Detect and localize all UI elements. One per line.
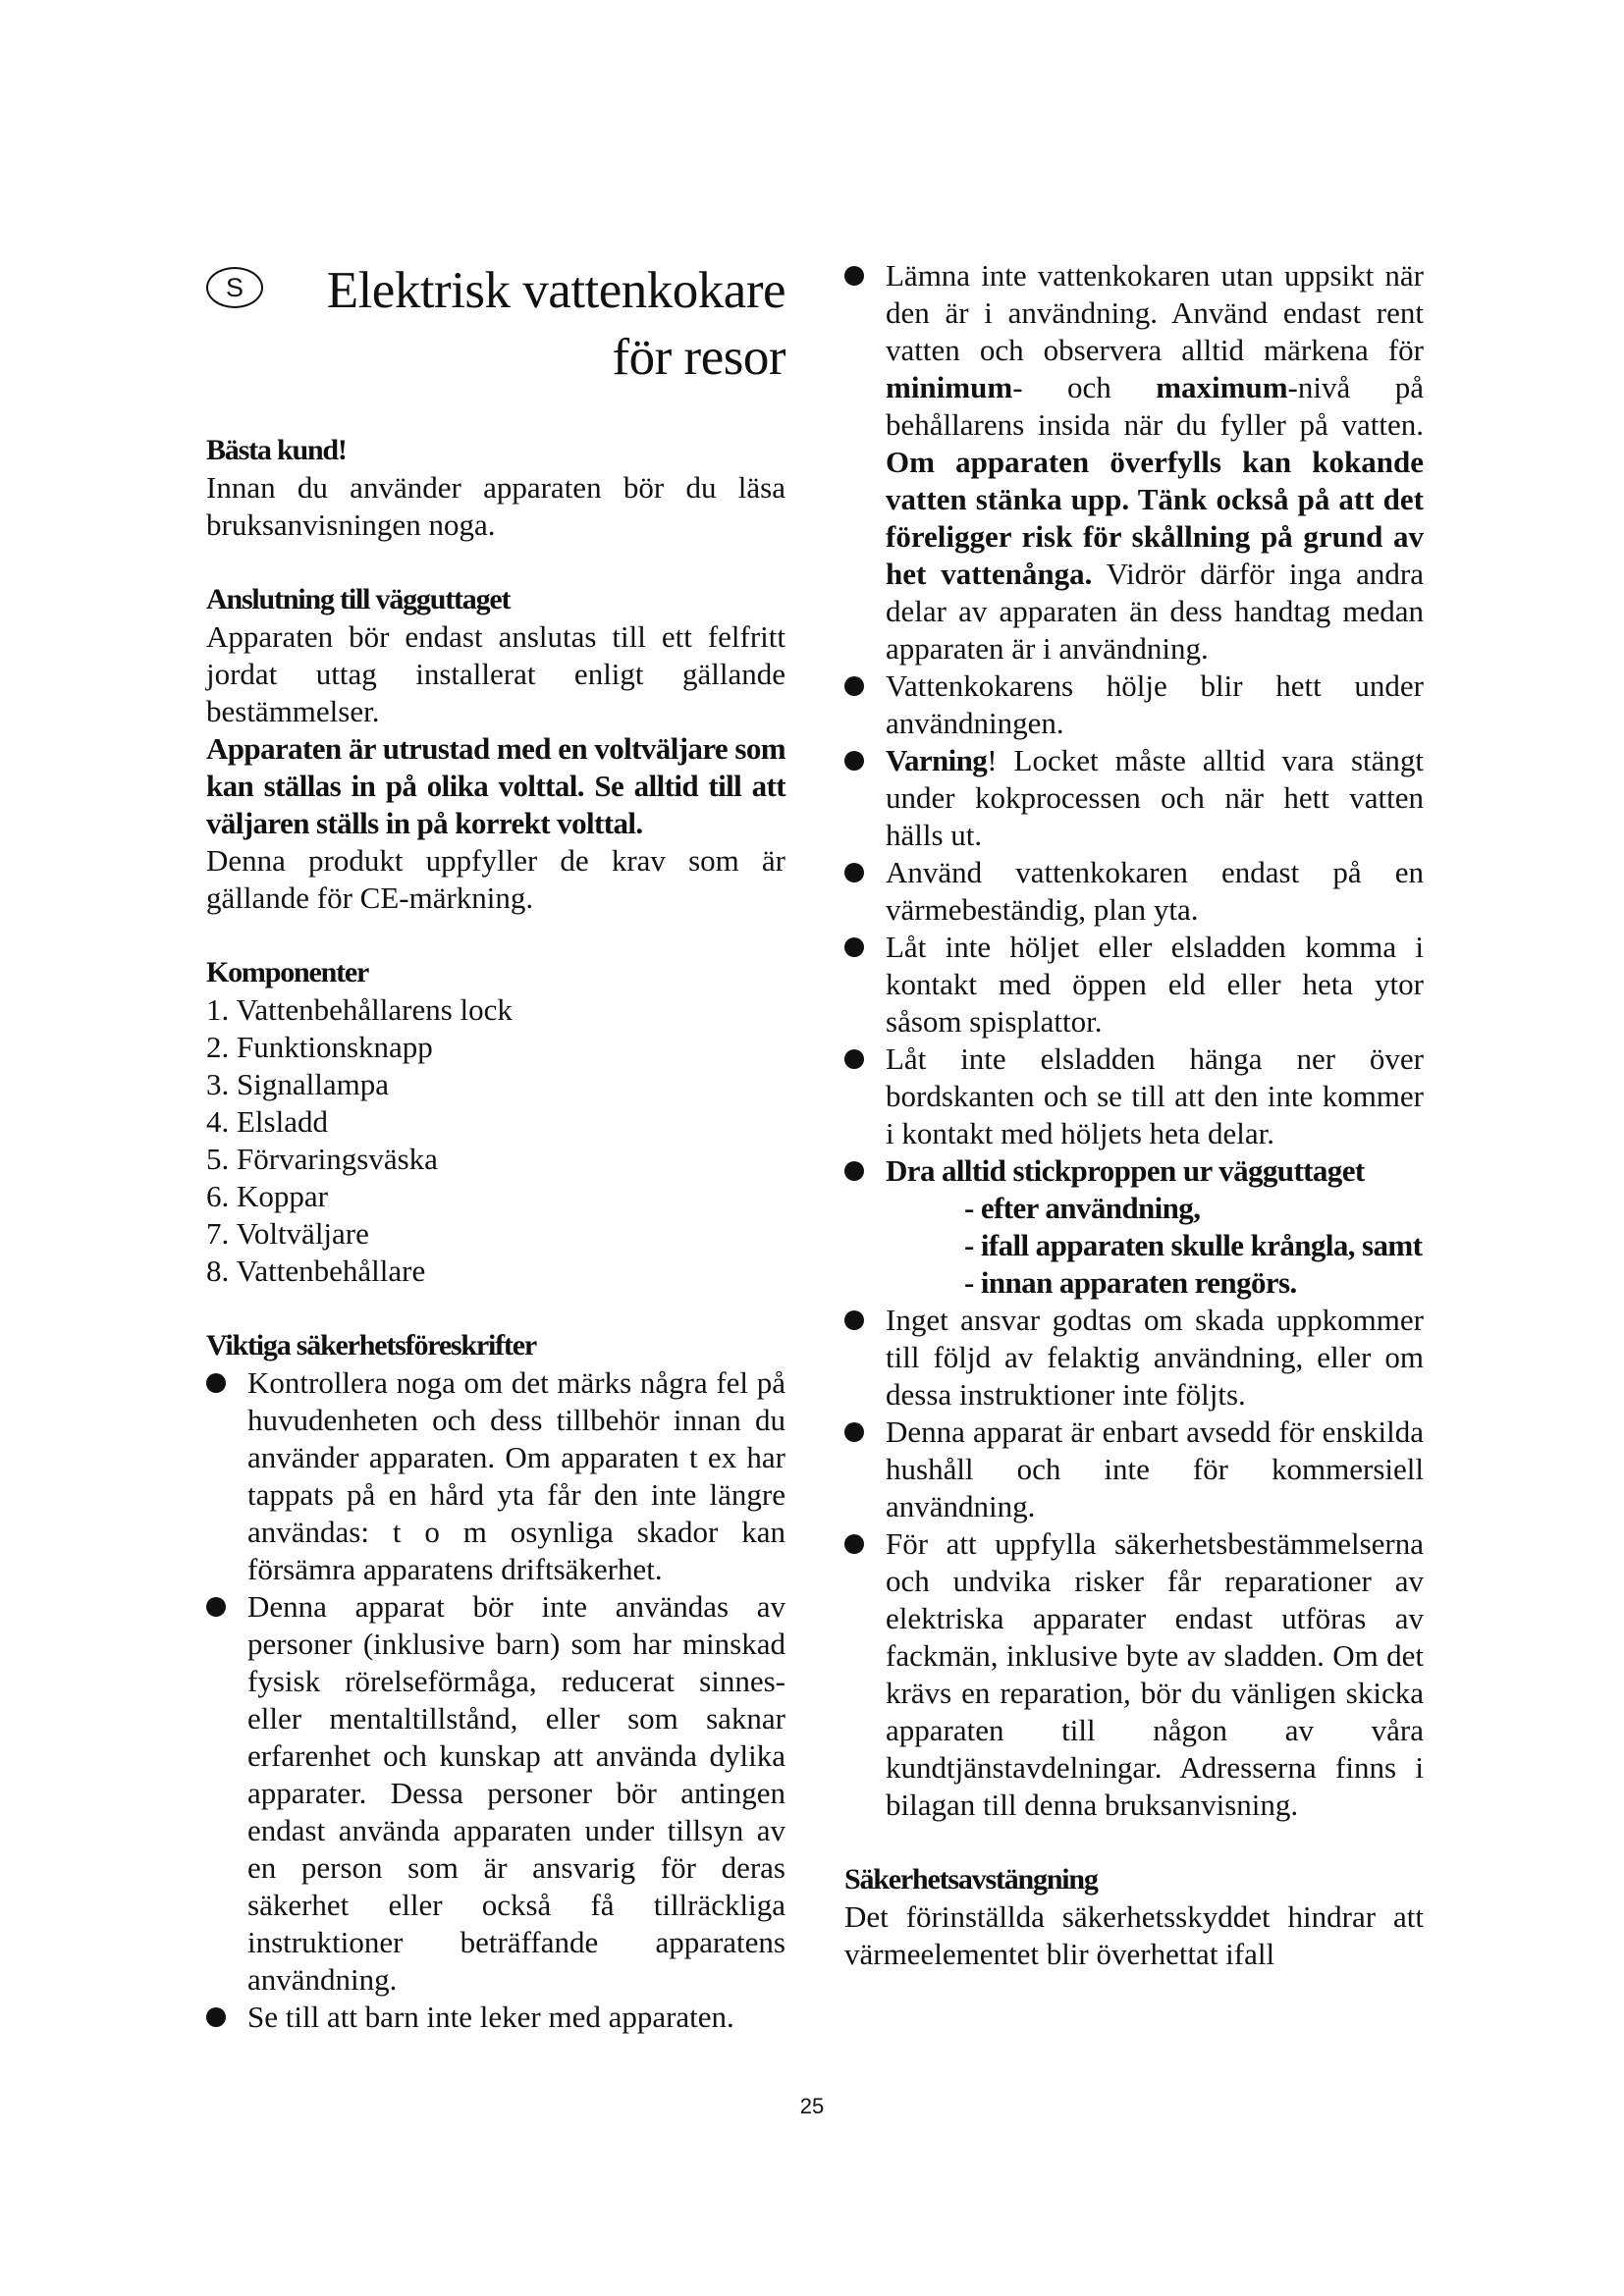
bullet-text: - och <box>1012 370 1157 404</box>
shutdown-heading: Säkerhetsavstängning <box>844 1863 1098 1896</box>
page-title-line-2: för resor <box>612 329 785 386</box>
bullet-text: Vattenkokarens hölje blir hett under användningen. <box>886 668 1424 740</box>
shutdown-text: Det förinställda säkerhetsskyddet hindrar att värmeelementet blir överhettat ifall <box>844 1899 1424 1971</box>
components-list <box>206 991 785 1290</box>
bullet-dot-icon <box>206 1373 226 1393</box>
scalding-warning: Om apparaten överfylls kan kokande vatten stänka upp. Tänk också på att det föreligger risk för skållning på grund av het vattenånga. <box>886 445 1424 591</box>
bullet-dot-icon <box>844 1422 864 1442</box>
safety-list-right <box>844 257 1424 1824</box>
right-column <box>844 257 1424 1973</box>
component-item: 2. Funktionsknapp <box>206 1030 433 1064</box>
language-badge-icon: S <box>206 267 263 308</box>
bullet-dot-icon <box>844 1049 864 1069</box>
safety-list-left <box>206 1364 785 2036</box>
connection-heading: Anslutning till vägguttaget <box>206 583 511 615</box>
safety-bullet <box>844 1414 1424 1525</box>
bullet-dot-icon <box>844 266 864 286</box>
warning-label: Varning <box>886 743 988 777</box>
bullet-dot-icon <box>844 676 864 696</box>
bullet-dot-icon <box>844 1161 864 1181</box>
bullet-text: För att uppfylla säkerhetsbestämmelserna och undvika risker får reparationer av elektriska apparater endast utföras av fackmän, inklusive byte av sladden. Om det krävs en reparation, bör du vänligen skicka apparaten till någon av våra kundtjänstavdelningar. Adresserna finns i bilagan till denna bruksanvisning. <box>886 1526 1424 1822</box>
unplug-item: - efter användning, <box>964 1191 1201 1225</box>
minimum-label: minimum <box>886 370 1013 404</box>
bullet-dot-icon <box>844 863 864 882</box>
safety-bullet <box>844 854 1424 929</box>
bullet-text: -nivå på behållarens insida när du fyller på vatten. <box>886 370 1424 442</box>
bullet-text: ! Locket måste alltid vara stängt under kokprocessen och när hett vatten hälls ut. <box>886 743 1424 852</box>
bullet-text: Lämna inte vattenkokaren utan uppsikt när den är i användning. Använd endast rent vatten och observera alltid märkena för <box>886 258 1424 367</box>
unplug-list <box>886 1190 1424 1302</box>
bullet-dot-icon <box>844 1534 864 1554</box>
maximum-label: maximum <box>1156 370 1288 404</box>
bullet-text: Denna apparat är enbart avsedd för enskilda hushåll och inte för kommersiell användning. <box>886 1415 1424 1523</box>
component-item: 5. Förvaringsväska <box>206 1142 438 1176</box>
safety-bullet <box>206 1588 785 1999</box>
safety-bullet <box>206 1999 785 2036</box>
safety-heading: Viktiga säkerhetsföreskrifter <box>206 1329 536 1362</box>
unplug-item: - ifall apparaten skulle krångla, samt <box>964 1228 1423 1262</box>
bullet-text: Låt inte höljet eller elsladden komma i kontakt med öppen eld eller heta ytor såsom spisplattor. <box>886 930 1424 1039</box>
safety-bullet <box>844 667 1424 742</box>
bullet-dot-icon <box>844 937 864 957</box>
component-item: 3. Signallampa <box>206 1067 389 1101</box>
component-item: 8. Vattenbehållare <box>206 1254 426 1288</box>
bullet-text: Kontrollera noga om det märks några fel på huvudenheten och dess tillbehör innan du använder apparaten. Om apparaten t ex har tappats på en hård yta får den inte längre användas: t o m osynliga skador kan försämra apparatens driftsäkerhet. <box>247 1365 785 1586</box>
safety-bullet <box>844 742 1424 854</box>
bullet-dot-icon <box>206 1597 226 1617</box>
bullet-dot-icon <box>844 1310 864 1330</box>
greeting-text: Innan du använder apparaten bör du läsa bruksanvisningen noga. <box>206 470 785 542</box>
component-item: 6. Koppar <box>206 1179 328 1213</box>
safety-bullet <box>844 1041 1424 1152</box>
component-item: 1. Vattenbehållarens lock <box>206 992 513 1027</box>
left-column <box>206 257 785 2036</box>
greeting-heading: Bästa kund! <box>206 434 347 466</box>
title-block <box>206 257 785 404</box>
page-title-line-1: Elektrisk vattenkokare <box>326 262 785 319</box>
bullet-text: Se till att barn inte leker med apparaten. <box>247 2000 734 2034</box>
safety-bullet <box>844 257 1424 667</box>
connection-text: Apparaten bör endast anslutas till ett felfritt jordat uttag installerat enligt gällande bestämmelser. <box>206 619 785 728</box>
unplug-item: - innan apparaten rengörs. <box>964 1265 1297 1300</box>
component-item: 7. Voltväljare <box>206 1216 369 1251</box>
safety-bullet <box>206 1364 785 1588</box>
bullet-dot-icon <box>206 2007 226 2027</box>
bullet-text: Vidrör därför inga andra delar av apparaten än dess handtag medan apparaten är i användning. <box>886 557 1424 666</box>
safety-bullet <box>844 1525 1424 1824</box>
safety-bullet <box>844 1152 1424 1302</box>
components-heading: Komponenter <box>206 956 369 988</box>
page-number: 25 <box>799 2094 825 2118</box>
bullet-text: Inget ansvar godtas om skada uppkommer till följd av felaktig användning, eller om dessa instruktioner inte följts. <box>886 1303 1424 1412</box>
bullet-dot-icon <box>844 751 864 771</box>
bullet-text: Denna apparat bör inte användas av personer (inklusive barn) som har minskad fysisk rörelseförmåga, reducerat sinnes- eller mentaltillstånd, eller som saknar erfarenhet och kunskap att använda dylika apparater. Dessa personer bör antingen endast använda apparaten under tillsyn av en person som är ansvarig för deras säkerhet eller också få tillräckliga instruktioner beträffande apparatens användning. <box>247 1589 785 1997</box>
ce-marking-text: Denna produkt uppfyller de krav som är gällande för CE-märkning. <box>206 843 785 915</box>
bullet-text: Låt inte elsladden hänga ner över bordskanten och se till att den inte kommer i kontakt med höljets heta delar. <box>886 1041 1424 1150</box>
component-item: 4. Elsladd <box>206 1104 328 1139</box>
unplug-heading: Dra alltid stickproppen ur vägguttaget <box>886 1153 1365 1188</box>
safety-bullet <box>844 929 1424 1041</box>
bullet-text: Använd vattenkokaren endast på en värmebeständig, plan yta. <box>886 855 1424 927</box>
voltage-selector-notice: Apparaten är utrustad med en voltväljare som kan ställas in på olika volttal. Se alltid till att väljaren ställs in på korrekt volttal. <box>206 731 785 840</box>
safety-bullet <box>844 1302 1424 1414</box>
